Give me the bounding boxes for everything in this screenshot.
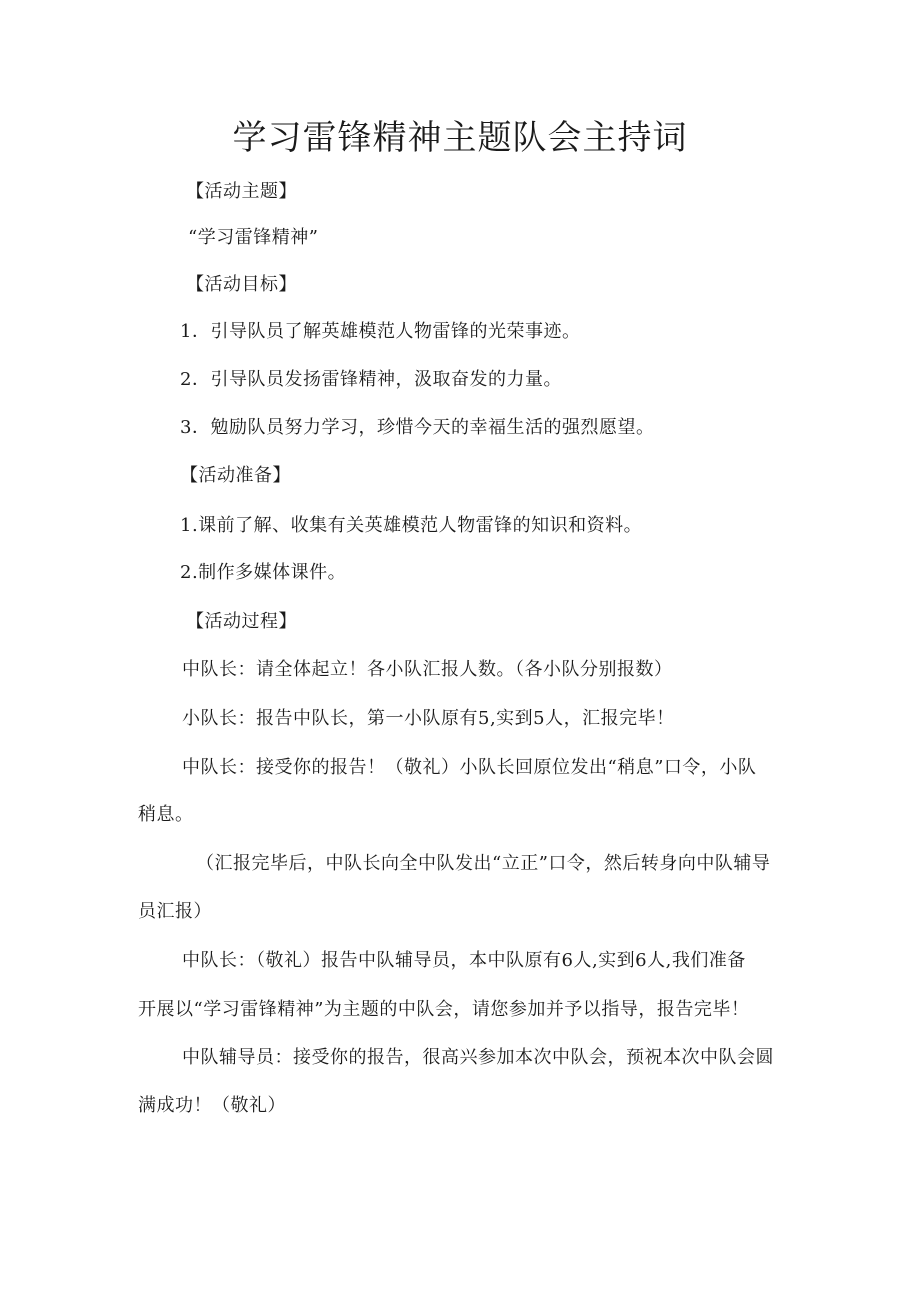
para1-line2: 稍息。 (138, 804, 194, 825)
para2-line2: 员汇报） (138, 901, 212, 922)
process-line-1: 中队长：请全体起立！各小队汇报人数。（各小队分别报数） (182, 659, 673, 680)
goal-item-1: 1．引导队员了解英雄模范人物雷锋的光荣事迹。 (180, 321, 581, 342)
para4-line2: 满成功！（敬礼） (138, 1095, 286, 1116)
goal-item-3: 3．勉励队员努力学习，珍惜今天的幸福生活的强烈愿望。 (180, 417, 655, 438)
goals-heading: 【活动目标】 (186, 274, 297, 295)
para3-line1: 中队长：（敬礼）报告中队辅导员，本中队原有6人,实到6人,我们准备 (182, 950, 746, 971)
prep-item-1: 1.课前了解、收集有关英雄模范人物雷锋的知识和资料。 (180, 515, 643, 536)
goal-item-2: 2．引导队员发扬雷锋精神，汲取奋发的力量。 (180, 369, 562, 390)
para3-line2: 开展以“学习雷锋精神”为主题的中队会，请您参加并予以指导，报告完毕！ (138, 999, 750, 1020)
process-line-2: 小队长：报告中队长，第一小队原有5,实到5人，汇报完毕！ (182, 708, 675, 729)
prep-heading: 【活动准备】 (180, 465, 291, 486)
prep-item-2: 2.制作多媒体课件。 (180, 562, 347, 583)
document-title: 学习雷锋精神主题队会主持词 (232, 118, 688, 158)
para2-line1: （汇报完毕后，中队长向全中队发出“立正”口令，然后转身向中队辅导 (196, 853, 771, 874)
para1-line1: 中队长：接受你的报告！（敬礼）小队长回原位发出“稍息”口令，小队 (182, 757, 757, 778)
para4-line1: 中队辅导员：接受你的报告，很高兴参加本次中队会，预祝本次中队会圆 (182, 1047, 774, 1068)
theme-text: “学习雷锋精神” (188, 227, 319, 248)
process-heading: 【活动过程】 (186, 611, 297, 632)
theme-heading: 【活动主题】 (186, 181, 297, 202)
